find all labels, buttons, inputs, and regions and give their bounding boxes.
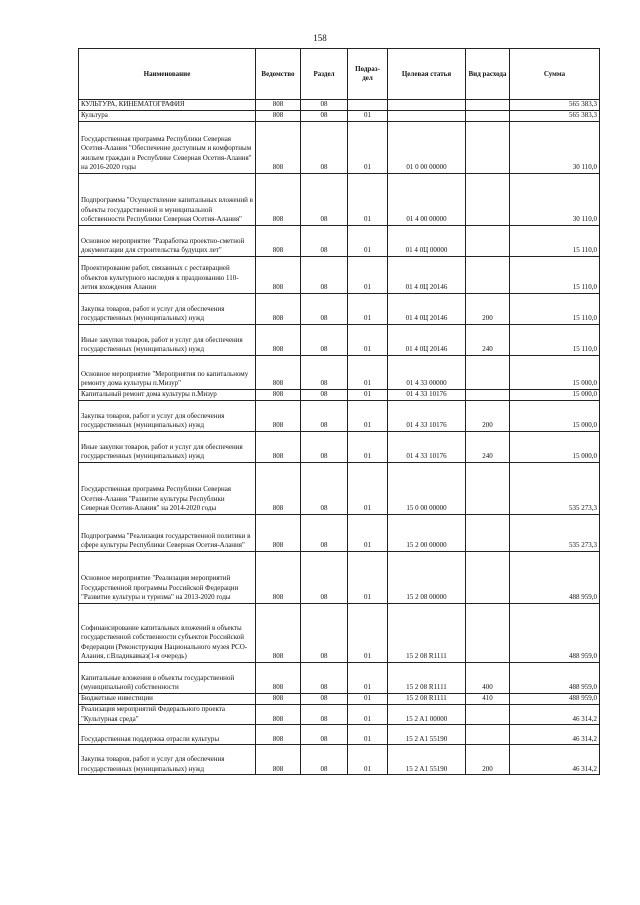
row-vid-raskhoda: 240 <box>466 325 510 356</box>
row-razdel: 08 <box>301 111 348 122</box>
row-vedomstvo: 808 <box>256 745 301 775</box>
row-razdel: 08 <box>301 663 348 694</box>
row-celevaya-statya: 01 4 33 10176 <box>388 390 466 401</box>
row-celevaya-statya: 15 2 08 R1111 <box>388 604 466 663</box>
row-vedomstvo: 808 <box>256 694 301 705</box>
table-row <box>79 432 600 463</box>
table-row <box>79 463 600 515</box>
row-summa: 15 110,0 <box>510 226 600 257</box>
row-celevaya-statya: 15 2 A1 00000 <box>388 705 466 725</box>
header-name: Наименование <box>79 49 256 100</box>
row-name: Капитальные вложения в объекты государственной (муниципальной) собственности <box>79 663 256 694</box>
row-vid-raskhoda <box>466 174 510 226</box>
row-vid-raskhoda <box>466 111 510 122</box>
row-summa: 15 000,0 <box>510 401 600 432</box>
row-celevaya-statya: 01 4 0Ц 00000 <box>388 226 466 257</box>
row-vedomstvo: 808 <box>256 294 301 325</box>
row-summa: 565 383,3 <box>510 100 600 111</box>
row-vid-raskhoda <box>466 122 510 174</box>
row-summa: 565 383,3 <box>510 111 600 122</box>
row-razdel: 08 <box>301 604 348 663</box>
table-row <box>79 705 600 725</box>
row-vedomstvo: 808 <box>256 174 301 226</box>
table-row <box>79 356 600 390</box>
row-vid-raskhoda <box>466 390 510 401</box>
table-row <box>79 515 600 552</box>
table-row <box>79 401 600 432</box>
row-vid-raskhoda: 200 <box>466 401 510 432</box>
table-row <box>79 325 600 356</box>
table-row <box>79 122 600 174</box>
row-razdel: 08 <box>301 174 348 226</box>
row-vedomstvo: 808 <box>256 604 301 663</box>
row-vid-raskhoda <box>466 604 510 663</box>
row-name: Софинансирование капитальных вложений в объекты государственной собственности субъектов Российской Федерации (Реконструкция Национального музея РСО-Алания, г.Владикавказ(1-я очередь) <box>79 604 256 663</box>
row-podrazdel: 01 <box>348 111 388 122</box>
row-vedomstvo: 808 <box>256 663 301 694</box>
row-celevaya-statya: 01 4 33 00000 <box>388 356 466 390</box>
row-summa: 15 110,0 <box>510 325 600 356</box>
row-vedomstvo: 808 <box>256 401 301 432</box>
table-row <box>79 390 600 401</box>
row-celevaya-statya: 01 4 00 00000 <box>388 174 466 226</box>
row-vid-raskhoda <box>466 356 510 390</box>
row-podrazdel: 01 <box>348 552 388 604</box>
row-name: Основное мероприятие "Реализация мероприятий Государственной программы Российской Федерации "Развитие культуры и туризма" на 2013-2020 годы <box>79 552 256 604</box>
table-row <box>79 694 600 705</box>
table-row <box>79 725 600 745</box>
row-name: Реализация мероприятий Федерального проекта "Культурная среда" <box>79 705 256 725</box>
row-summa: 15 110,0 <box>510 257 600 294</box>
row-podrazdel: 01 <box>348 401 388 432</box>
row-celevaya-statya: 15 0 00 00000 <box>388 463 466 515</box>
row-podrazdel: 01 <box>348 325 388 356</box>
header-summa: Сумма <box>510 49 600 100</box>
row-podrazdel <box>348 100 388 111</box>
row-vid-raskhoda <box>466 257 510 294</box>
row-razdel: 08 <box>301 694 348 705</box>
header-celevaya-statya: Целевая статья <box>388 49 466 100</box>
row-summa: 488 959,0 <box>510 604 600 663</box>
row-podrazdel: 01 <box>348 294 388 325</box>
row-summa: 535 273,3 <box>510 463 600 515</box>
header-razdel: Раздел <box>301 49 348 100</box>
row-vedomstvo: 808 <box>256 111 301 122</box>
row-vid-raskhoda <box>466 515 510 552</box>
row-summa: 15 110,0 <box>510 294 600 325</box>
row-summa: 46 314,2 <box>510 725 600 745</box>
row-podrazdel: 01 <box>348 745 388 775</box>
row-summa: 15 000,0 <box>510 390 600 401</box>
table-row <box>79 604 600 663</box>
row-celevaya-statya: 15 2 A1 55190 <box>388 745 466 775</box>
row-vedomstvo: 808 <box>256 257 301 294</box>
row-vid-raskhoda <box>466 705 510 725</box>
row-podrazdel: 01 <box>348 432 388 463</box>
row-name: Основное мероприятие "Мероприятия по капитальному ремонту дома культуры п.Мизур" <box>79 356 256 390</box>
row-vedomstvo: 808 <box>256 325 301 356</box>
row-celevaya-statya: 15 2 08 R1111 <box>388 694 466 705</box>
row-summa: 46 314,2 <box>510 745 600 775</box>
row-podrazdel: 01 <box>348 694 388 705</box>
row-celevaya-statya: 01 4 0Ц 20146 <box>388 257 466 294</box>
row-summa: 15 000,0 <box>510 432 600 463</box>
row-razdel: 08 <box>301 401 348 432</box>
row-vedomstvo: 808 <box>256 705 301 725</box>
row-celevaya-statya: 01 4 33 10176 <box>388 432 466 463</box>
row-name: Основное мероприятие "Разработка проектно-сметной документации для строительства будущих лет" <box>79 226 256 257</box>
row-celevaya-statya: 15 2 00 00000 <box>388 515 466 552</box>
header-vid-raskhoda: Вид расхода <box>466 49 510 100</box>
table-row <box>79 663 600 694</box>
row-podrazdel: 01 <box>348 390 388 401</box>
row-celevaya-statya: 01 0 00 00000 <box>388 122 466 174</box>
row-razdel: 08 <box>301 100 348 111</box>
row-name: Иные закупки товаров, работ и услуг для обеспечения государственных (муниципальных) нужд <box>79 432 256 463</box>
row-celevaya-statya <box>388 100 466 111</box>
header-podrazdel: Подраз-дел <box>348 49 388 100</box>
row-vedomstvo: 808 <box>256 432 301 463</box>
row-vid-raskhoda: 200 <box>466 745 510 775</box>
row-vid-raskhoda <box>466 552 510 604</box>
row-name: Закупка товаров, работ и услуг для обеспечения государственных (муниципальных) нужд <box>79 401 256 432</box>
header-vedomstvo: Ведомство <box>256 49 301 100</box>
row-celevaya-statya: 01 4 33 10176 <box>388 401 466 432</box>
row-name: Подпрограмма "Осуществление капитальных вложений в объекты государственной и муниципальной собственности Республики Северная Осетия-Алания" <box>79 174 256 226</box>
row-name: Бюджетные инвестиции <box>79 694 256 705</box>
row-razdel: 08 <box>301 725 348 745</box>
row-celevaya-statya: 15 2 08 R1111 <box>388 663 466 694</box>
row-summa: 30 110,0 <box>510 122 600 174</box>
row-podrazdel: 01 <box>348 174 388 226</box>
page-number: 158 <box>313 33 327 43</box>
row-podrazdel: 01 <box>348 257 388 294</box>
row-celevaya-statya: 01 4 0Ц 20146 <box>388 294 466 325</box>
row-vid-raskhoda <box>466 463 510 515</box>
row-name: Закупка товаров, работ и услуг для обеспечения государственных (муниципальных) нужд <box>79 294 256 325</box>
row-razdel: 08 <box>301 745 348 775</box>
row-vid-raskhoda <box>466 725 510 745</box>
row-name: Культура <box>79 111 256 122</box>
row-vedomstvo: 808 <box>256 356 301 390</box>
table-row <box>79 294 600 325</box>
row-vedomstvo: 808 <box>256 226 301 257</box>
row-summa: 488 959,0 <box>510 663 600 694</box>
table-row <box>79 226 600 257</box>
row-summa: 46 314,2 <box>510 705 600 725</box>
row-podrazdel: 01 <box>348 515 388 552</box>
table-row <box>79 111 600 122</box>
row-vedomstvo: 808 <box>256 552 301 604</box>
row-razdel: 08 <box>301 226 348 257</box>
row-name: Иные закупки товаров, работ и услуг для обеспечения государственных (муниципальных) нужд <box>79 325 256 356</box>
row-vedomstvo: 808 <box>256 390 301 401</box>
row-vid-raskhoda: 400 <box>466 663 510 694</box>
table-row <box>79 257 600 294</box>
row-vid-raskhoda: 410 <box>466 694 510 705</box>
row-name: Государственная программа Республики Северная Осетия-Алания "Обеспечение доступным и комфортным жильем граждан в Республике Северная Осетия-Алания" на 2016-2020 годы <box>79 122 256 174</box>
row-razdel: 08 <box>301 122 348 174</box>
row-razdel: 08 <box>301 463 348 515</box>
row-podrazdel: 01 <box>348 463 388 515</box>
row-name: КУЛЬТУРА, КИНЕМАТОГРАФИЯ <box>79 100 256 111</box>
table-row <box>79 745 600 775</box>
row-name: Капитальный ремонт дома культуры п.Мизур <box>79 390 256 401</box>
row-vid-raskhoda <box>466 226 510 257</box>
row-razdel: 08 <box>301 432 348 463</box>
row-summa: 15 000,0 <box>510 356 600 390</box>
row-vedomstvo: 808 <box>256 100 301 111</box>
row-razdel: 08 <box>301 390 348 401</box>
row-celevaya-statya <box>388 111 466 122</box>
row-celevaya-statya: 15 2 A1 55190 <box>388 725 466 745</box>
row-vedomstvo: 808 <box>256 122 301 174</box>
row-vid-raskhoda: 200 <box>466 294 510 325</box>
row-name: Подпрограмма "Реализация государственной политики в сфере культуры Республики Северная Осетия-Алания" <box>79 515 256 552</box>
row-razdel: 08 <box>301 325 348 356</box>
row-summa: 488 959,0 <box>510 694 600 705</box>
row-vedomstvo: 808 <box>256 515 301 552</box>
row-podrazdel: 01 <box>348 725 388 745</box>
row-vid-raskhoda <box>466 100 510 111</box>
table-row <box>79 100 600 111</box>
row-razdel: 08 <box>301 257 348 294</box>
row-vid-raskhoda: 240 <box>466 432 510 463</box>
row-podrazdel: 01 <box>348 226 388 257</box>
header-row <box>79 49 600 100</box>
row-summa: 535 273,3 <box>510 515 600 552</box>
row-razdel: 08 <box>301 515 348 552</box>
row-razdel: 08 <box>301 294 348 325</box>
row-razdel: 08 <box>301 705 348 725</box>
row-name: Государственная поддержка отрасли культуры <box>79 725 256 745</box>
row-podrazdel: 01 <box>348 705 388 725</box>
row-vedomstvo: 808 <box>256 725 301 745</box>
row-name: Проектирование работ, связанных с реставрацией объектов культурного наследия к празднованию 110-летия вхождения Алании <box>79 257 256 294</box>
row-summa: 488 959,0 <box>510 552 600 604</box>
row-name: Государственная программа Республики Северная Осетия-Алания "Развитие культуры Республики Северная Осетия-Алания" на 2014-2020 годы <box>79 463 256 515</box>
row-summa: 30 110,0 <box>510 174 600 226</box>
row-razdel: 08 <box>301 356 348 390</box>
row-celevaya-statya: 01 4 0Ц 20146 <box>388 325 466 356</box>
row-razdel: 08 <box>301 552 348 604</box>
row-name: Закупка товаров, работ и услуг для обеспечения государственных (муниципальных) нужд <box>79 745 256 775</box>
row-vedomstvo: 808 <box>256 463 301 515</box>
row-podrazdel: 01 <box>348 663 388 694</box>
row-podrazdel: 01 <box>348 122 388 174</box>
row-podrazdel: 01 <box>348 356 388 390</box>
row-podrazdel: 01 <box>348 604 388 663</box>
row-celevaya-statya: 15 2 08 00000 <box>388 552 466 604</box>
table-row <box>79 174 600 226</box>
budget-table <box>78 48 600 775</box>
table-row <box>79 552 600 604</box>
